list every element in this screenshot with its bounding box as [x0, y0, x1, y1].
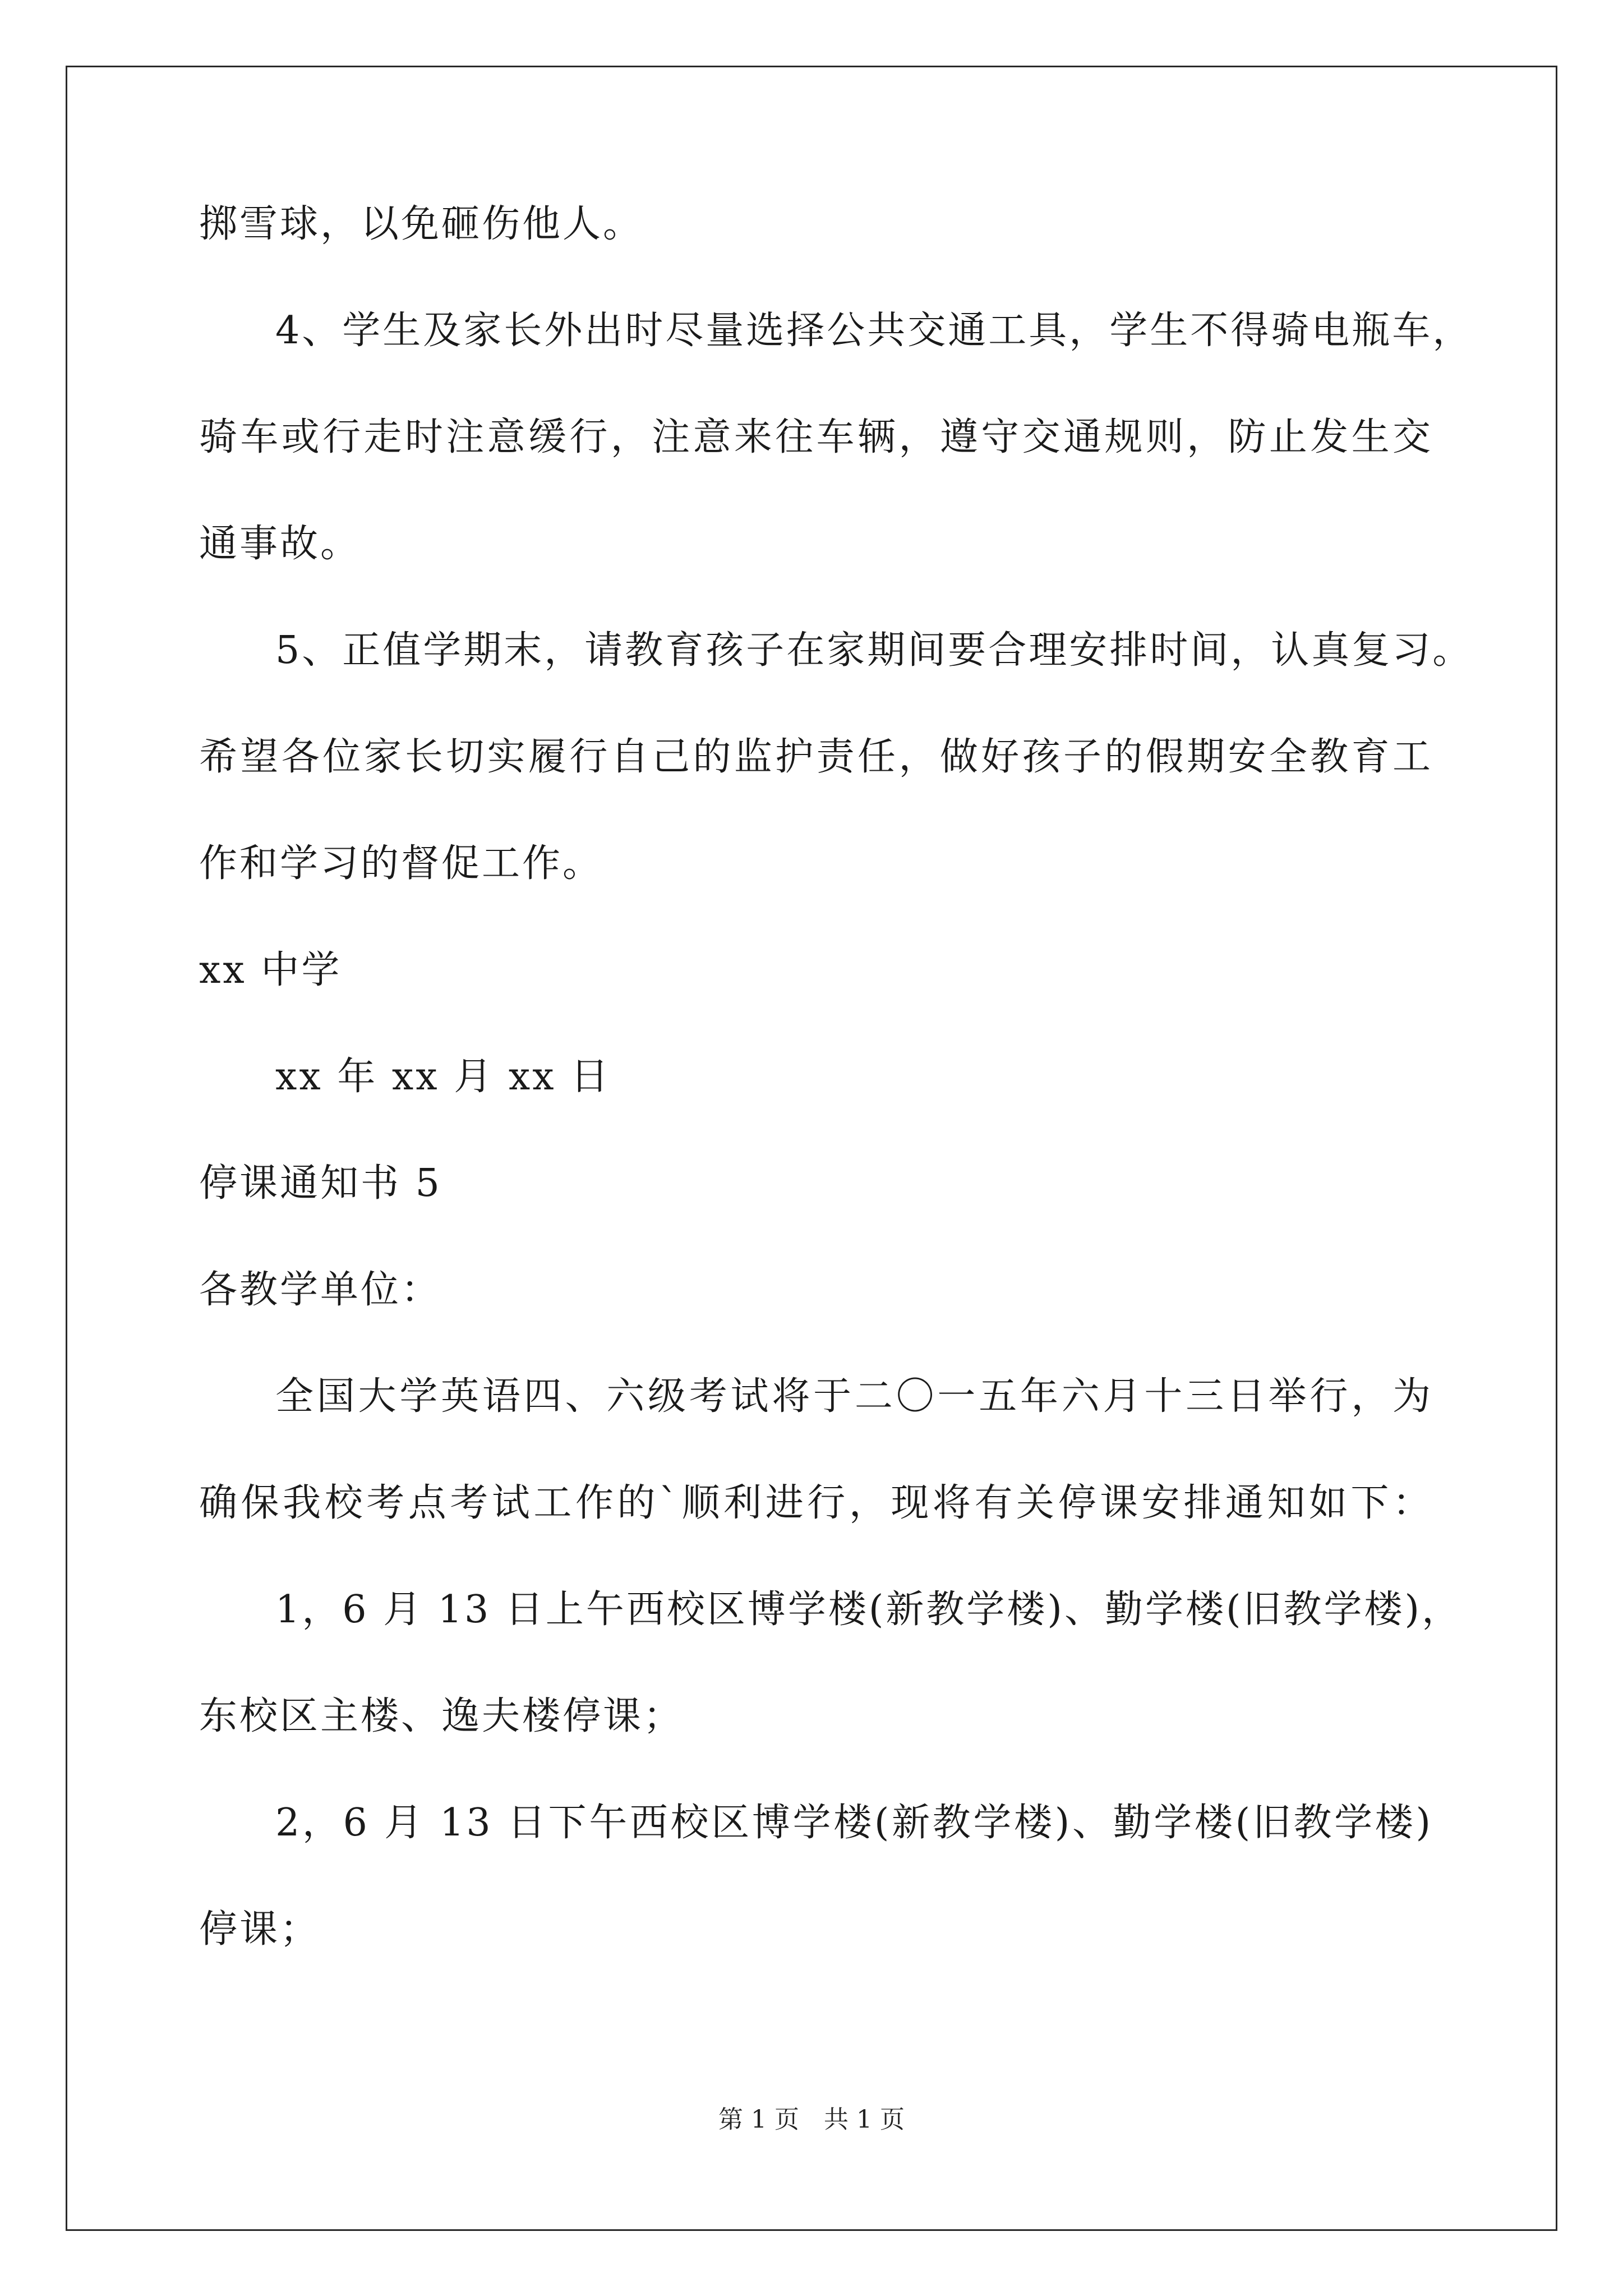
text-line: 掷雪球，以免砸伤他人。 [199, 202, 644, 246]
text-line: 2，6 月 13 日下午西校区博学楼(新教学楼)、勤学楼(旧教学楼) [275, 1801, 1433, 1845]
signature-org: xx 中学 [199, 948, 342, 992]
text-line: 东校区主楼、逸夫楼停课； [199, 1694, 684, 1738]
text-line: 全国大学英语四、六级考试将于二〇一五年六月十三日举行，为 [275, 1374, 1433, 1419]
text-line: 作和学习的督促工作。 [199, 841, 603, 886]
section-title: 停课通知书 5 [199, 1161, 442, 1205]
text-line: 希望各位家长切实履行自己的监护责任，做好孩子的假期安全教育工 [199, 735, 1433, 779]
salutation: 各教学单位： [199, 1268, 442, 1312]
signature-date: xx 年 xx 月 xx 日 [275, 1055, 611, 1099]
text-line: 确保我校考点考试工作的`顺利进行，现将有关停课安排通知如下： [199, 1481, 1433, 1525]
text-line: 5、正值学期末，请教育孩子在家期间要合理安排时间，认真复习。 [275, 628, 1473, 673]
page-footer: 第 1 页 共 1 页 [718, 2105, 905, 2134]
text-line: 1，6 月 13 日上午西校区博学楼(新教学楼)、勤学楼(旧教学楼)， [275, 1588, 1463, 1632]
text-line: 通事故。 [199, 522, 361, 566]
text-line: 4、学生及家长外出时尽量选择公共交通工具，学生不得骑电瓶车， [275, 309, 1473, 353]
page-border [66, 66, 1557, 2231]
text-line: 停课； [199, 1907, 321, 1952]
text-line: 骑车或行走时注意缓行，注意来往车辆，遵守交通规则，防止发生交 [199, 415, 1433, 459]
